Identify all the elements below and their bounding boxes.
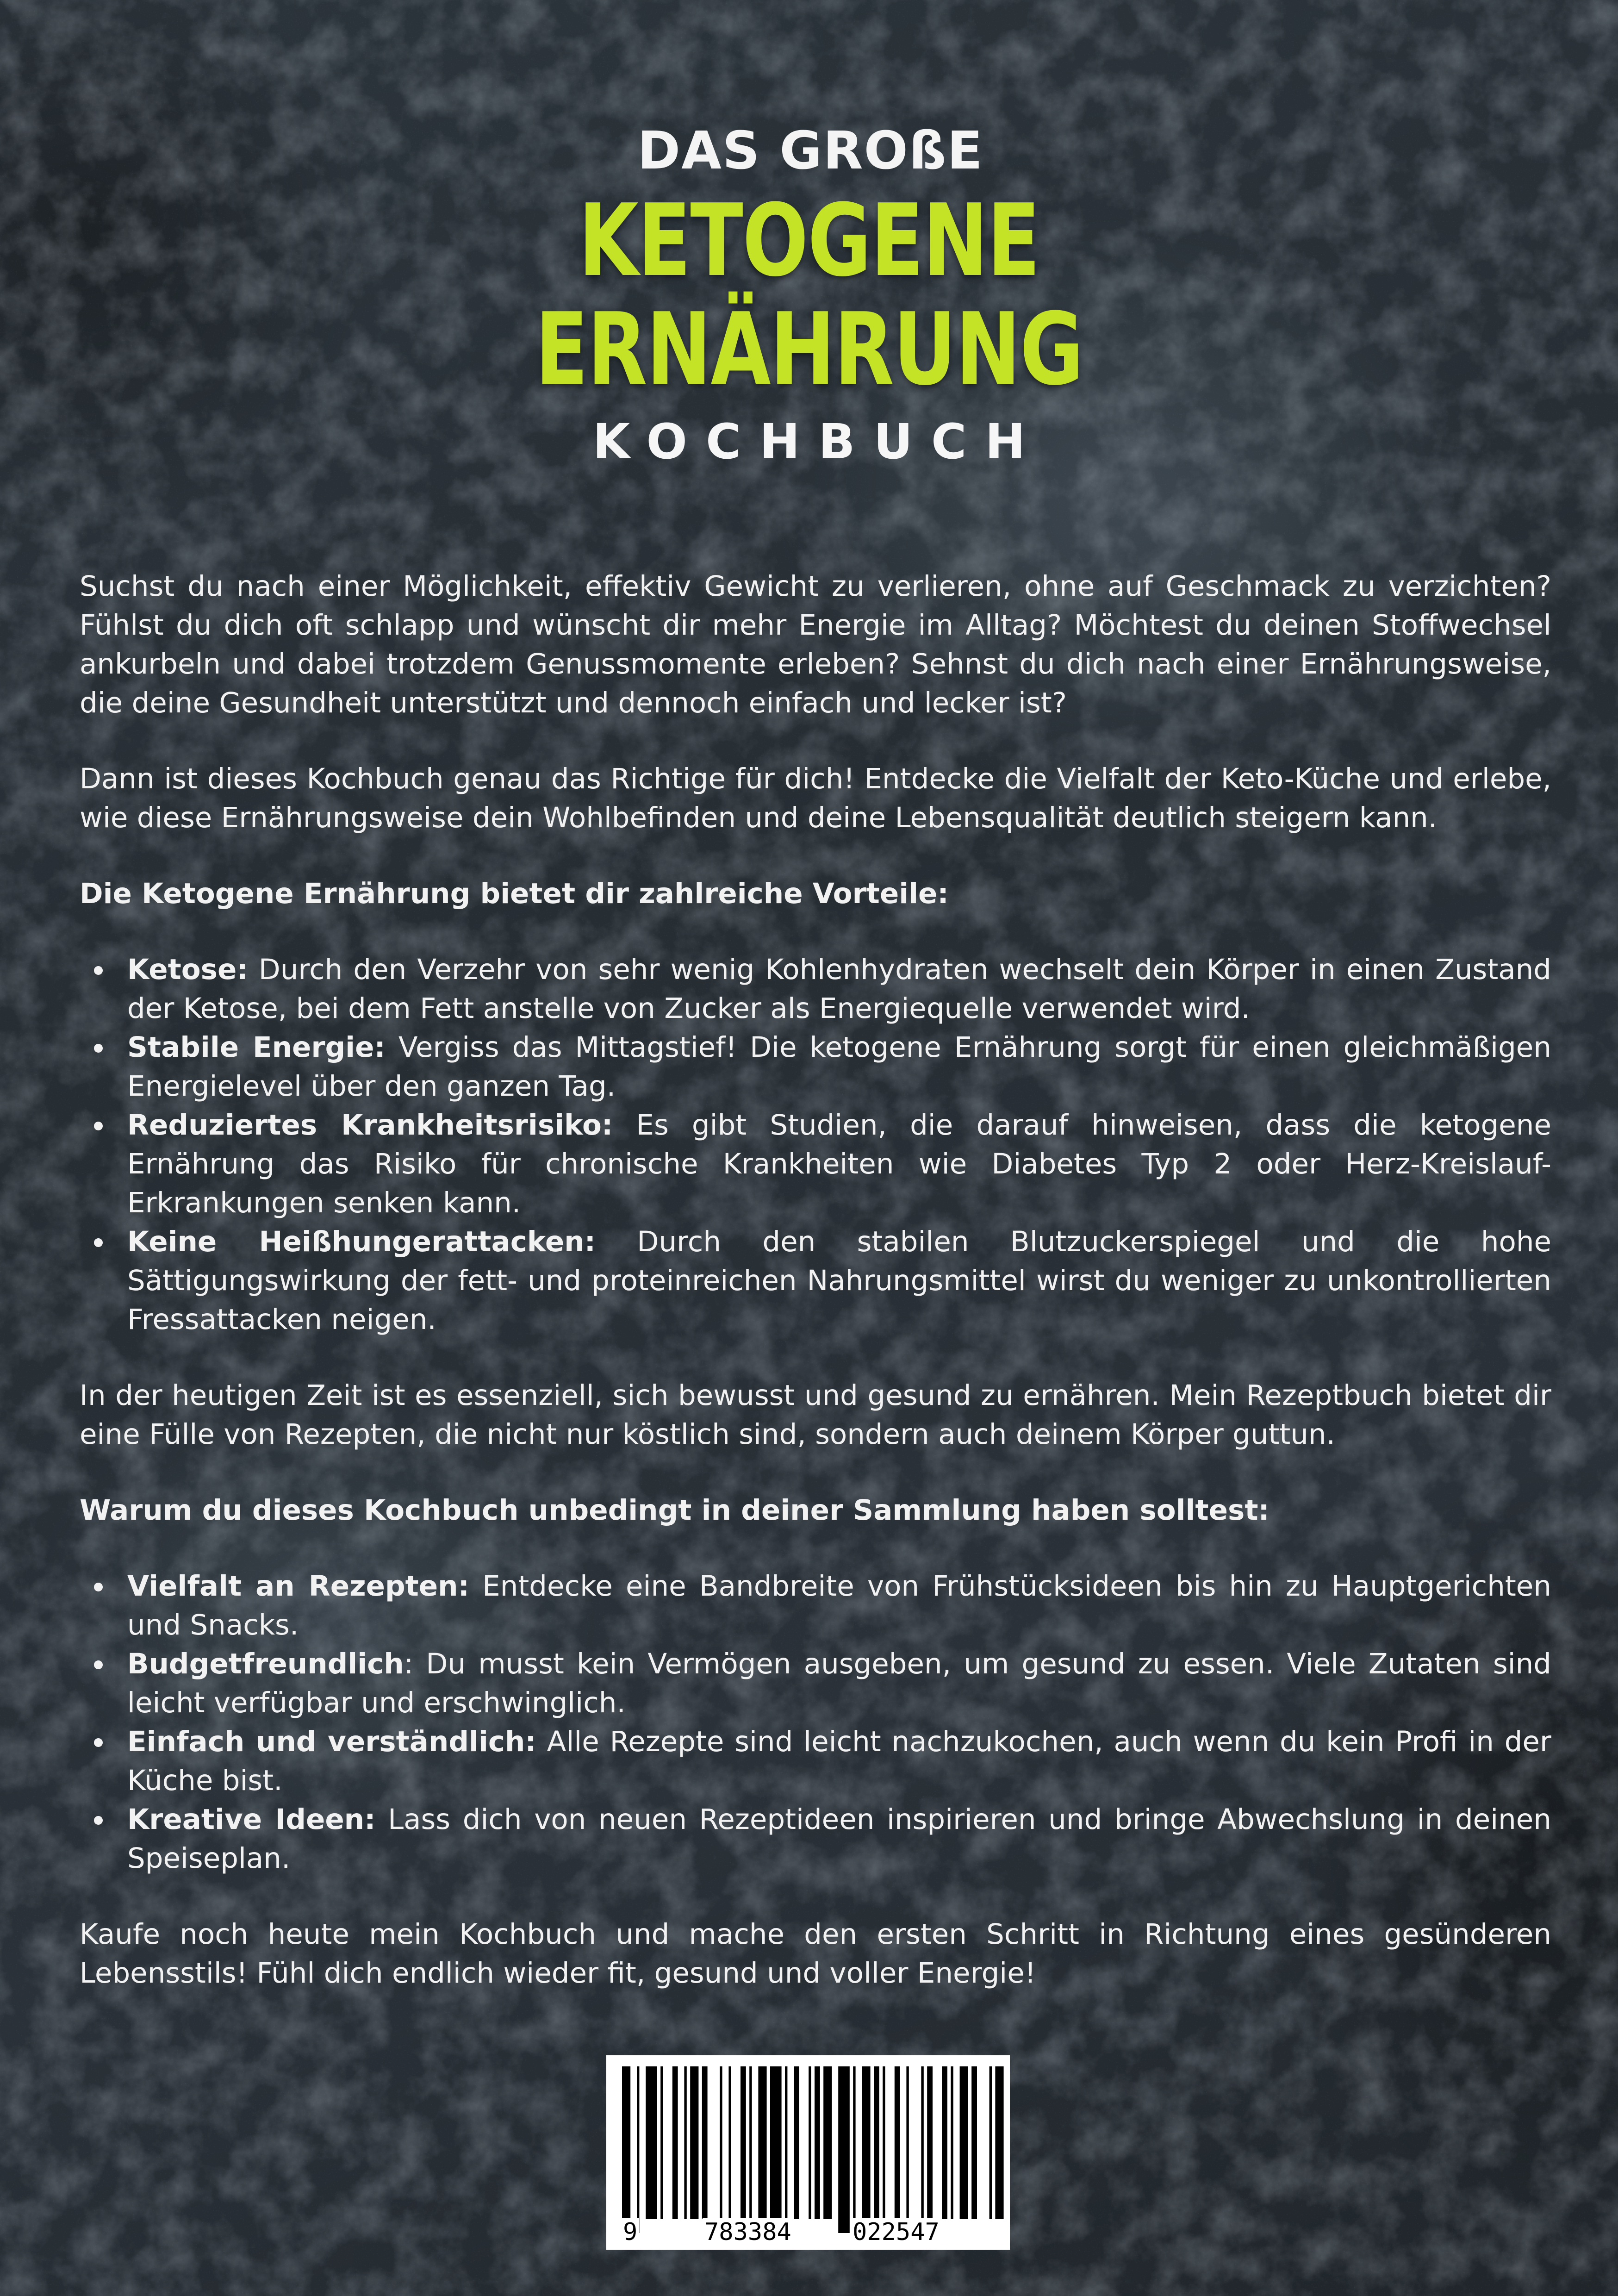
closing-paragraph: Kaufe noch heute mein Kochbuch und mache den ersten Schritt in Richtung eines gesünderen Lebensstils! Fühl dich endlich wieder fit, gesund und voller Energie! [80,1915,1551,1993]
title-top-line: DAS GROßE [3,125,1618,177]
benefit-label: Keine Heißhungerattacken: [127,1225,596,1258]
reason-text: Lass dich von neuen Rezeptideen inspirieren und bringe Abwechslung in deinen Speiseplan. [127,1803,1551,1875]
intro-paragraph-2: Dann ist dieses Kochbuch genau das Richtige für dich! Entdecke die Vielfalt der Keto-Küche und erlebe, wie diese Ernährungsweise dein Wohlbefinden und deine Lebensqualität deutlich steigern kann. [80,760,1551,837]
reason-label: Kreative Ideen: [127,1803,376,1836]
benefit-text: Durch den stabilen Blutzuckerspiegel und die hohe Sättigungswirkung der fett- und proteinreichen Nahrungsmittel wirst du weniger zu unkontrollierten Fressattacken neigen. [127,1225,1551,1336]
benefit-label: Ketose: [127,953,248,986]
reason-label: Budgetfreundlich [127,1647,404,1680]
barcode-digit-first: 9 [621,2218,639,2246]
benefit-text: Durch den Verzehr von sehr wenig Kohlenhydraten wechselt dein Körper in einen Zustand der Ketose, bei dem Fett anstelle von Zucker als Energiequelle verwendet wird. [127,953,1551,1025]
title-subtitle: KOCHBUCH [0,418,1618,466]
title-main-line-1: KETOGENE [178,191,1440,290]
reason-text: Alle Rezepte sind leicht nachzukochen, auch wenn du kein Profi in der Küche bist. [127,1725,1551,1797]
reason-text: : Du musst kein Vermögen ausgeben, um gesund zu essen. Viele Zutaten sind leicht verfügbar und erschwinglich. [127,1647,1551,1719]
reason-text: Entdecke eine Bandbreite von Frühstücksideen bis hin zu Hauptgerichten und Snacks. [127,1570,1551,1641]
barcode-digits-right: 022547 [851,2218,941,2246]
reason-label: Vielfalt an Rezepten: [127,1570,469,1603]
middle-paragraph: In der heutigen Zeit ist es essenziell, sich bewusst und gesund zu ernähren. Mein Rezeptbuch bietet dir eine Fülle von Rezepten, die nicht nur köstlich sind, sondern auch deinem Körper guttun. [80,1376,1551,1454]
benefit-label: Stabile Energie: [127,1031,386,1064]
barcode-digits-left: 783384 [703,2218,793,2246]
intro-paragraph-1: Suchst du nach einer Möglichkeit, effektiv Gewicht zu verlieren, ohne auf Geschmack zu verzichten? Fühlst du dich oft schlapp und wünscht dir mehr Energie im Alltag? Möchtest du deinen Stoffwechsel ankurbeln und dabei trotzdem Genussmomente erleben? Sehnst du dich nach einer Ernährungsweise, die deine Gesundheit unterstützt und dennoch einfach und lecker ist? [80,567,1551,723]
benefit-text: Vergiss das Mittagstief! Die ketogene Ernährung sorgt für einen gleichmäßigen Energielevel über den ganzen Tag. [127,1031,1551,1103]
benefit-label: Reduziertes Krankheitsrisiko: [127,1109,613,1142]
title-main-line-2: ERNÄHRUNG [178,299,1440,399]
reason-label: Einfach und verständlich: [127,1725,536,1758]
benefits-heading: Die Ketogene Ernährung bietet dir zahlreiche Vorteile: [80,874,1551,913]
reasons-heading: Warum du dieses Kochbuch unbedingt in deiner Sammlung haben solltest: [80,1491,1551,1530]
benefit-text: Es gibt Studien, die darauf hinweisen, dass die ketogene Ernährung das Risiko für chronische Krankheiten wie Diabetes Typ 2 oder Herz-Kreislauf-Erkrankungen senken kann. [127,1109,1551,1219]
